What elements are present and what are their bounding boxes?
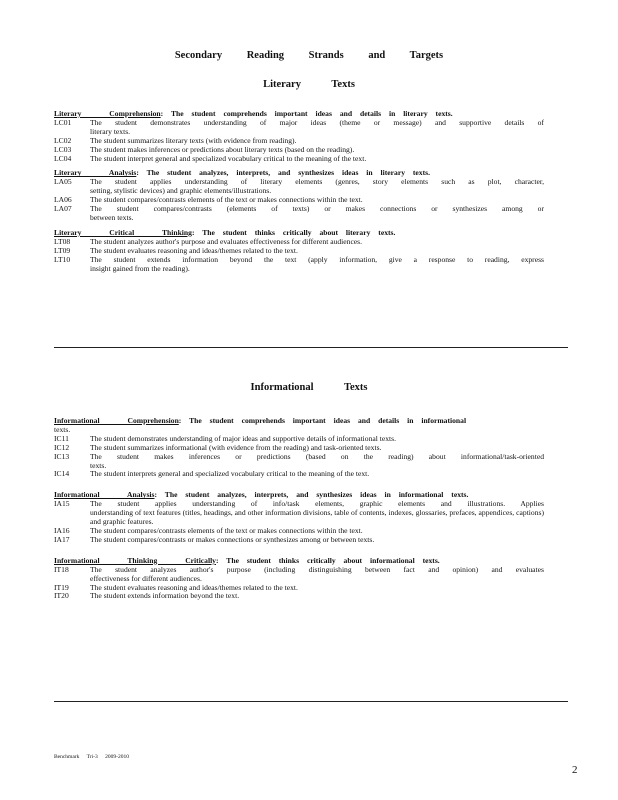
target-item xyxy=(54,155,544,164)
target-description: The student compares/contrasts or makes connections or synthesizes among or between texts. xyxy=(90,534,375,544)
target-description: The student applies understanding of info/task elements, graphic elements and illustrations. Applies xyxy=(90,499,544,509)
target-description: The student summarizes literary texts (with evidence from reading). xyxy=(90,135,297,145)
target-code: IA15 xyxy=(54,499,70,509)
target-item-cont xyxy=(54,214,544,223)
strand-description: : The student thinks critically about informational texts. xyxy=(215,555,440,565)
target-code: IT20 xyxy=(54,591,69,601)
strand-description-cont: texts. xyxy=(54,424,71,434)
target-item xyxy=(54,453,544,462)
target-description: The student compares/contrasts elements of the text or makes connections within the text. xyxy=(90,525,363,535)
target-item xyxy=(54,470,544,479)
target-code: IC13 xyxy=(54,451,70,461)
target-description: The student interpret general and specialized vocabulary critical to the meaning of the text. xyxy=(90,153,367,163)
strand-description: : The student comprehends important ideas and details in literary texts. xyxy=(160,109,453,118)
target-code: LA07 xyxy=(54,204,72,214)
target-description: The student makes inferences or predictions (based on the reading) about informational/task-oriented xyxy=(90,451,544,461)
target-description: The student analyzes author's purpose and evaluates effectiveness for different audiences. xyxy=(90,236,363,246)
footer-text: Benchmark Tri-3 2009-2010 xyxy=(54,754,129,760)
strand-description: : The student thinks critically about literary texts. xyxy=(191,227,396,237)
target-description-cont: between texts. xyxy=(90,212,134,222)
target-description-cont: effectiveness for different audiences. xyxy=(90,573,202,583)
target-description: The student demonstrates understanding of major ideas (theme or message) and supportive details of xyxy=(90,117,544,127)
target-code: LC01 xyxy=(54,117,72,127)
target-description: The student makes inferences or predictions about literary texts (based on the reading). xyxy=(90,144,355,154)
target-code: IT18 xyxy=(54,564,69,574)
target-description: The student evaluates reasoning and ideas/themes related to the text. xyxy=(90,582,298,592)
strand-description: : The student comprehends important ideas and details in informational xyxy=(178,416,467,425)
target-description: The student extends information beyond the text. xyxy=(90,591,240,601)
page-title: Secondary Reading Strands and Targets xyxy=(174,50,444,61)
strand-name: Informational Analysis xyxy=(54,490,155,500)
target-code: IC11 xyxy=(54,433,69,443)
literary-block xyxy=(54,110,544,273)
strand-name: Informational Thinking Critically xyxy=(54,555,216,565)
target-code: IA16 xyxy=(54,525,70,535)
strand-name: Literary Comprehension xyxy=(54,109,161,118)
informational-block xyxy=(54,417,544,601)
target-description-cont: understanding of text features (titles, headings, and other information divisions, table of contents, indexes, glossaries, prefaces, appendices, captions) and graphic features. xyxy=(90,508,544,527)
target-description-cont: insight gained from the reading). xyxy=(90,263,190,273)
target-item-cont xyxy=(54,509,544,527)
target-description: The student applies understanding of literary elements (genres, story elements such as plot, character, xyxy=(90,177,544,187)
strand-description: : The student analyzes, interprets, and synthesizes ideas in literary texts. xyxy=(136,168,430,178)
strand-name: Literary Analysis xyxy=(54,168,137,178)
target-description-cont: literary texts. xyxy=(90,126,131,136)
strand-name: Informational Comprehension xyxy=(54,416,179,425)
target-code: LA06 xyxy=(54,195,72,205)
target-item xyxy=(54,536,544,545)
target-code: LC03 xyxy=(54,144,72,154)
strand-description: : The student analyzes, interprets, and synthesizes ideas in informational texts. xyxy=(154,490,469,500)
target-description: The student compares/contrasts elements of the text or makes connections within the text. xyxy=(90,195,363,205)
target-description: The student evaluates reasoning and ideas/themes related to the text. xyxy=(90,245,298,255)
target-code: IT19 xyxy=(54,582,69,592)
target-description: The student analyzes author's purpose (including distinguishing between fact and opinion) and evaluates xyxy=(90,564,544,574)
target-code: IC14 xyxy=(54,469,70,479)
section-divider xyxy=(54,347,568,348)
target-code: LT10 xyxy=(54,254,71,264)
target-code: LC02 xyxy=(54,135,72,145)
target-code: LA05 xyxy=(54,177,72,187)
target-code: LT08 xyxy=(54,236,71,246)
strand-heading xyxy=(54,417,544,426)
target-description: The student extends information beyond the text (apply information, give a response to reading, express xyxy=(90,254,544,264)
target-item-cont xyxy=(54,265,544,274)
target-description: The student demonstrates understanding of major ideas and supportive details of informational texts. xyxy=(90,433,396,443)
target-description: The student interprets general and specialized vocabulary critical to the meaning of the text. xyxy=(90,469,370,479)
target-code: LC04 xyxy=(54,153,72,163)
section-divider-bottom xyxy=(54,701,568,702)
target-code: IC12 xyxy=(54,442,70,452)
literary-section-title: Literary Texts xyxy=(263,79,355,90)
target-description: The student summarizes informational (with evidence from the reading) and task-oriented texts. xyxy=(90,442,382,452)
page-number: 2 xyxy=(572,764,578,776)
target-item xyxy=(54,592,544,601)
target-description-cont: texts. xyxy=(90,460,107,470)
informational-section-title: Informational Texts xyxy=(250,382,368,393)
target-code: IA17 xyxy=(54,534,70,544)
target-code: LT09 xyxy=(54,245,71,255)
target-description-cont: setting, stylistic devices) and graphic elements/illustrations. xyxy=(90,186,272,196)
target-description: The student compares/contrasts (elements of texts) or makes connections or synthesizes among or xyxy=(90,204,544,214)
strand-name: Literary Critical Thinking xyxy=(54,227,192,237)
